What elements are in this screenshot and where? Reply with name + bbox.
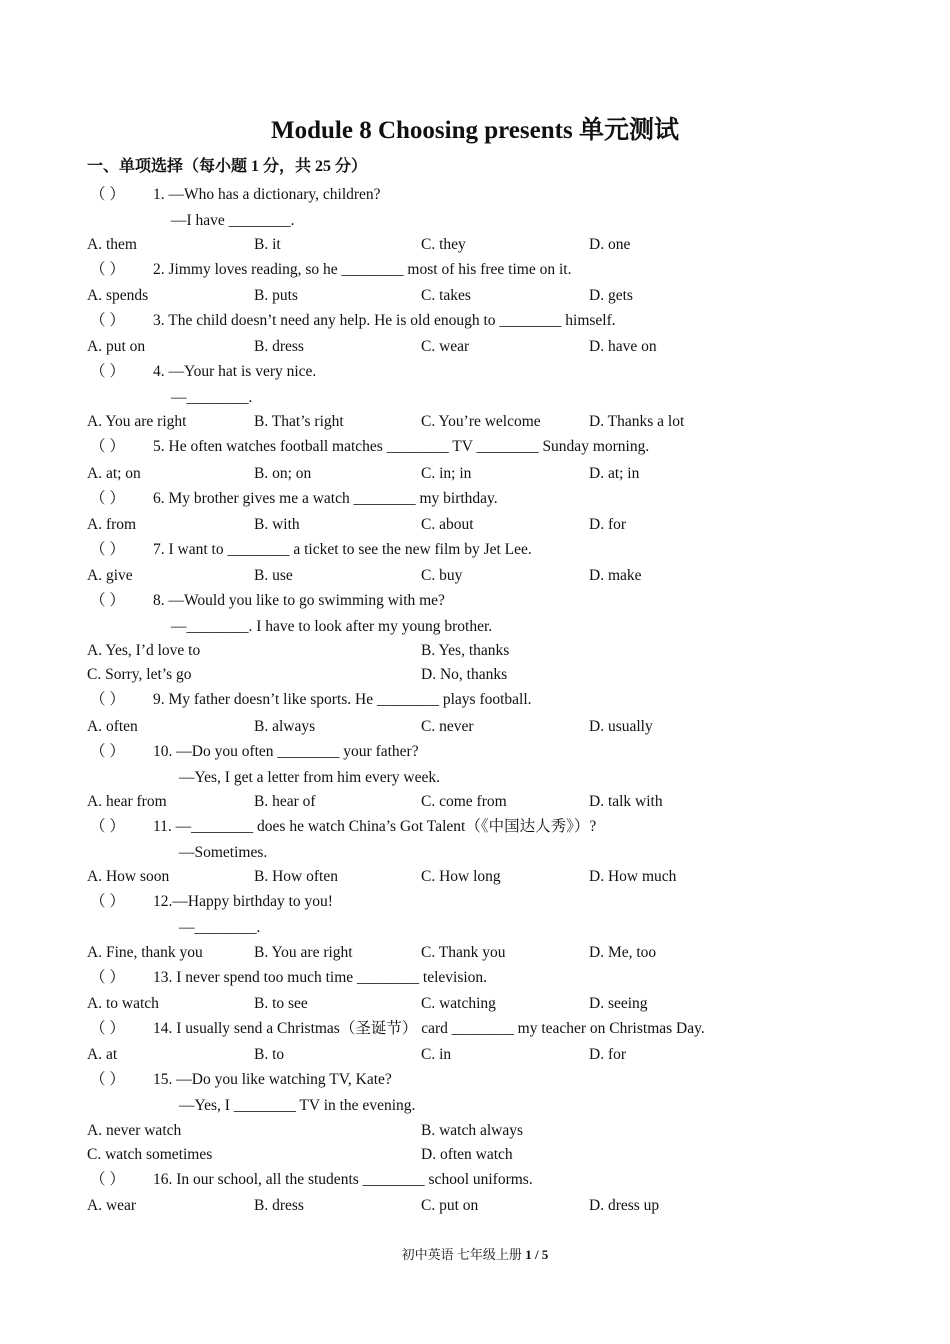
- answer-option: A. put on: [87, 338, 146, 355]
- answer-option: A. at: [87, 1046, 118, 1063]
- answer-option: B. to: [254, 1046, 285, 1063]
- footer-page-number: 1 / 5: [525, 1247, 549, 1262]
- answer-option: D. usually: [589, 718, 653, 735]
- answer-option: B. with: [254, 516, 300, 533]
- answer-option: C. Sorry, let’s go: [87, 666, 192, 683]
- answer-option: A. never watch: [87, 1122, 182, 1139]
- question-stem: 2. Jimmy loves reading, so he ________ most of his free time on it.: [153, 261, 572, 278]
- answer-option: B. on; on: [254, 465, 312, 482]
- answer-option: C. Thank you: [421, 944, 506, 961]
- answer-option: B. to see: [254, 995, 308, 1012]
- answer-option: A. hear from: [87, 793, 167, 810]
- answer-bracket: （ ）: [90, 691, 125, 708]
- answer-bracket: （ ）: [90, 969, 125, 986]
- answer-option: B. dress: [254, 1197, 304, 1214]
- question-reply-line: —Sometimes.: [179, 844, 268, 861]
- answer-option: A. wear: [87, 1197, 137, 1214]
- answer-option: B. puts: [254, 287, 298, 304]
- question-reply-line: —________. I have to look after my young brother.: [171, 618, 493, 635]
- question-reply-line: —Yes, I ________ TV in the evening.: [179, 1097, 416, 1114]
- answer-option: D. dress up: [589, 1197, 660, 1214]
- question-stem: 1. —Who has a dictionary, children?: [153, 186, 381, 203]
- footer-subject: 初中英语 七年级上册: [401, 1247, 522, 1262]
- answer-option: C. about: [421, 516, 474, 533]
- answer-option: D. No, thanks: [421, 666, 508, 683]
- answer-bracket: （ ）: [90, 743, 125, 760]
- question-stem: 12.—Happy birthday to you!: [153, 893, 333, 910]
- answer-option: A. from: [87, 516, 137, 533]
- question-stem: 13. I never spend too much time ________ television.: [153, 969, 488, 986]
- section-heading: 一、单项选择（每小题 1 分，共 25 分）: [87, 158, 368, 175]
- answer-option: A. at; on: [87, 465, 141, 482]
- question-reply-line: —________.: [171, 389, 253, 406]
- answer-option: B. How often: [254, 868, 338, 885]
- answer-bracket: （ ）: [90, 1071, 125, 1088]
- question-stem: 6. My brother gives me a watch ________ my birthday.: [153, 490, 498, 507]
- answer-option: C. watching: [421, 995, 496, 1012]
- answer-option: D. gets: [589, 287, 633, 304]
- answer-option: B. You are right: [254, 944, 353, 961]
- answer-option: C. put on: [421, 1197, 479, 1214]
- answer-option: D. have on: [589, 338, 657, 355]
- answer-option: D. make: [589, 567, 642, 584]
- question-stem: 11. —________ does he watch China’s Got Talent（《中国达人秀》）?: [153, 818, 597, 835]
- question-stem: 9. My father doesn’t like sports. He ________ plays football.: [153, 691, 532, 708]
- answer-option: C. in; in: [421, 465, 472, 482]
- answer-option: C. wear: [421, 338, 470, 355]
- page-title: Module 8 Choosing presents 单元测试: [271, 117, 679, 144]
- answer-bracket: （ ）: [90, 312, 125, 329]
- answer-bracket: （ ）: [90, 438, 125, 455]
- answer-bracket: （ ）: [90, 893, 125, 910]
- answer-option: D. one: [589, 236, 631, 253]
- question-stem: 5. He often watches football matches ________ TV ________ Sunday morning.: [153, 438, 650, 455]
- answer-bracket: （ ）: [90, 1020, 125, 1037]
- answer-option: D. for: [589, 516, 627, 533]
- answer-option: B. watch always: [421, 1122, 524, 1139]
- answer-option: B. it: [254, 236, 281, 253]
- answer-bracket: （ ）: [90, 363, 125, 380]
- answer-option: C. buy: [421, 567, 463, 584]
- answer-option: C. watch sometimes: [87, 1146, 213, 1163]
- answer-option: C. How long: [421, 868, 501, 885]
- answer-option: B. Yes, thanks: [421, 642, 510, 659]
- answer-option: B. always: [254, 718, 316, 735]
- page-footer: [0, 1246, 950, 1264]
- answer-option: A. You are right: [87, 413, 187, 430]
- answer-option: C. takes: [421, 287, 471, 304]
- answer-option: B. use: [254, 567, 293, 584]
- answer-option: A. How soon: [87, 868, 170, 885]
- answer-option: A. Yes, I’d love to: [87, 642, 201, 659]
- answer-option: D. often watch: [421, 1146, 513, 1163]
- answer-option: D. seeing: [589, 995, 648, 1012]
- question-stem: 3. The child doesn’t need any help. He is old enough to ________ himself.: [153, 312, 616, 329]
- answer-bracket: （ ）: [90, 261, 125, 278]
- answer-option: A. often: [87, 718, 138, 735]
- answer-option: D. at; in: [589, 465, 640, 482]
- question-stem: 7. I want to ________ a ticket to see the new film by Jet Lee.: [153, 541, 532, 558]
- question-stem: 15. —Do you like watching TV, Kate?: [153, 1071, 392, 1088]
- answer-option: D. talk with: [589, 793, 663, 810]
- answer-option: C. You’re welcome: [421, 413, 541, 430]
- answer-option: D. for: [589, 1046, 627, 1063]
- answer-option: D. Me, too: [589, 944, 657, 961]
- answer-option: D. How much: [589, 868, 677, 885]
- answer-option: C. come from: [421, 793, 507, 810]
- answer-option: B. hear of: [254, 793, 316, 810]
- answer-option: C. they: [421, 236, 466, 253]
- question-stem: 16. In our school, all the students ________ school uniforms.: [153, 1171, 533, 1188]
- answer-bracket: （ ）: [90, 541, 125, 558]
- question-reply-line: —I have ________.: [171, 212, 295, 229]
- answer-bracket: （ ）: [90, 186, 125, 203]
- question-stem: 10. —Do you often ________ your father?: [153, 743, 419, 760]
- answer-bracket: （ ）: [90, 1171, 125, 1188]
- answer-option: B. dress: [254, 338, 304, 355]
- answer-option: B. That’s right: [254, 413, 344, 430]
- answer-option: A. to watch: [87, 995, 159, 1012]
- question-reply-line: —________.: [179, 919, 261, 936]
- answer-option: D. Thanks a lot: [589, 413, 685, 430]
- answer-bracket: （ ）: [90, 592, 125, 609]
- answer-option: A. spends: [87, 287, 149, 304]
- answer-option: A. give: [87, 567, 133, 584]
- answer-option: C. in: [421, 1046, 452, 1063]
- question-stem: 14. I usually send a Christmas（圣诞节） card ________ my teacher on Christmas Day.: [153, 1020, 705, 1037]
- question-reply-line: —Yes, I get a letter from him every week.: [179, 769, 440, 786]
- answer-option: C. never: [421, 718, 474, 735]
- answer-bracket: （ ）: [90, 490, 125, 507]
- answer-option: A. Fine, thank you: [87, 944, 203, 961]
- question-stem: 4. —Your hat is very nice.: [153, 363, 317, 380]
- question-stem: 8. —Would you like to go swimming with me?: [153, 592, 445, 609]
- answer-bracket: （ ）: [90, 818, 125, 835]
- answer-option: A. them: [87, 236, 137, 253]
